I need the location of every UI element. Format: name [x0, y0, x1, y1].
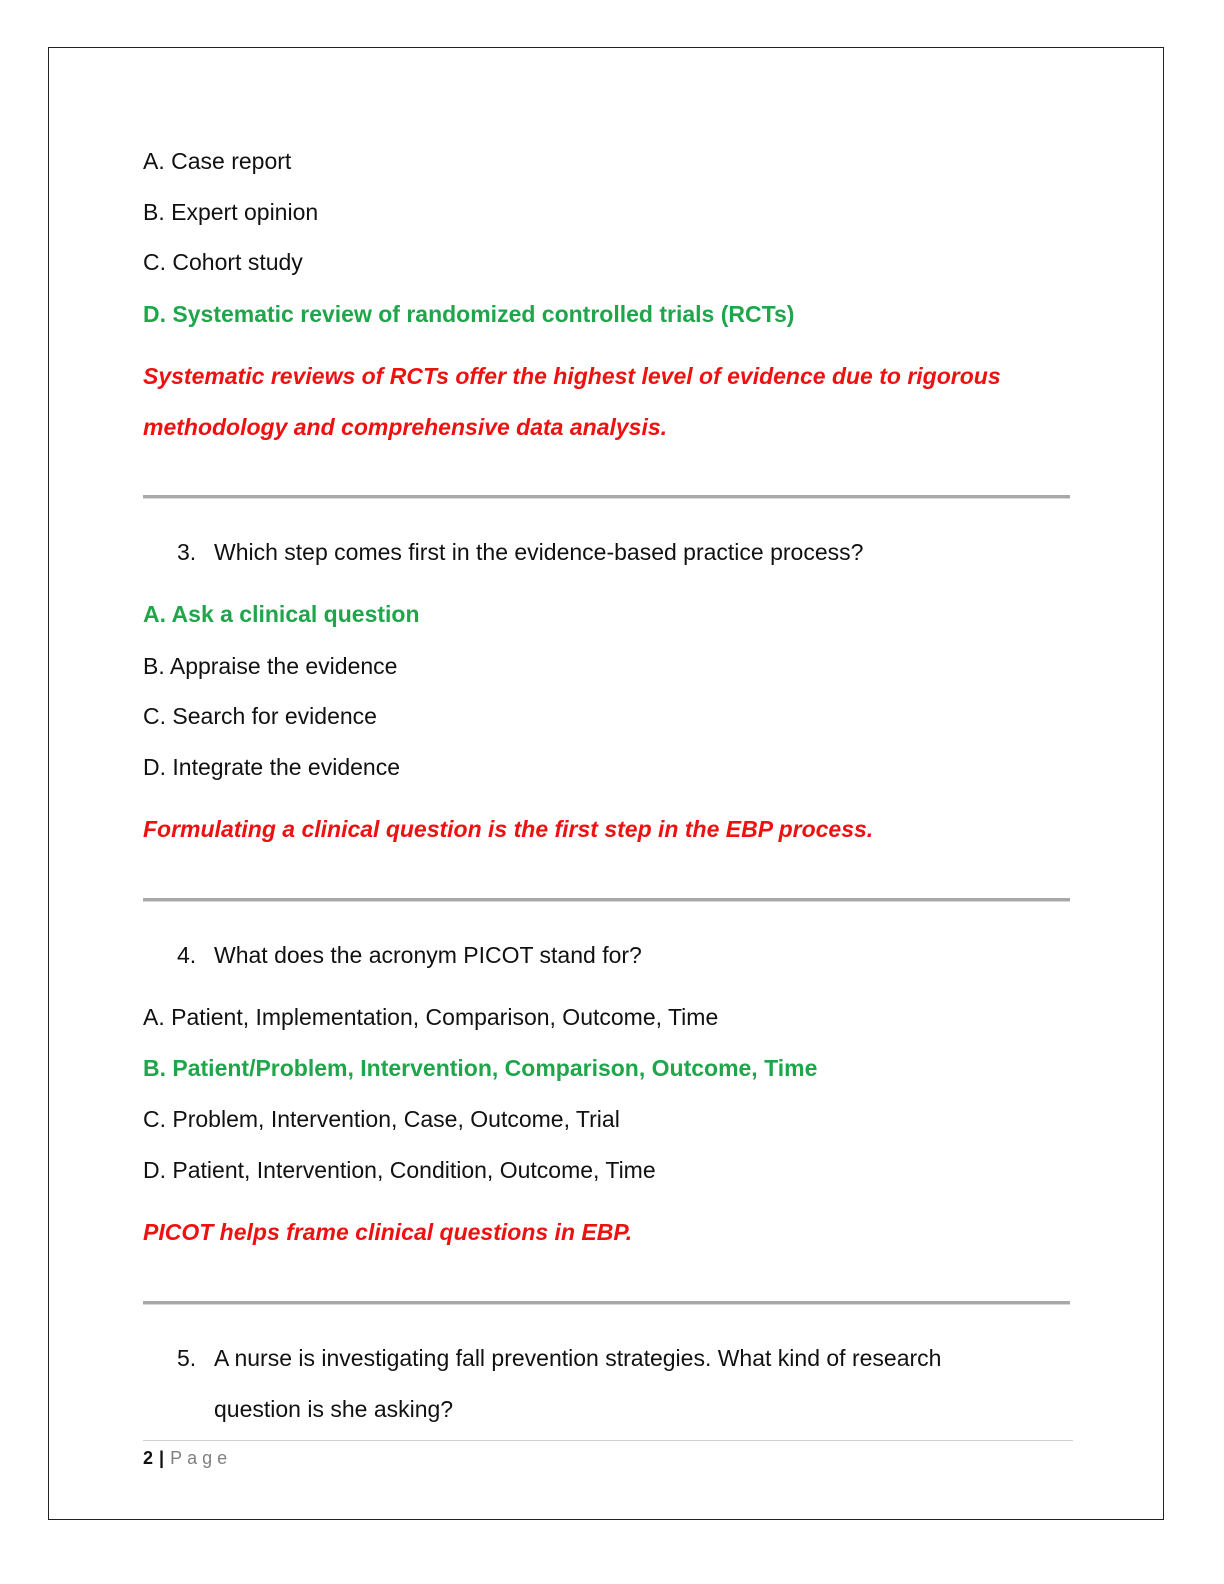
divider	[143, 898, 1070, 902]
q3-option-c: C. Search for evidence	[143, 703, 377, 729]
q2-option-c: C. Cohort study	[143, 249, 303, 275]
q2-correct-answer: D. Systematic review of randomized controlled trials (RCTs)	[143, 301, 795, 327]
q5-number: 5.	[177, 1345, 197, 1371]
divider	[143, 1301, 1070, 1305]
divider	[143, 495, 1070, 499]
q2-option-b: B. Expert opinion	[143, 199, 319, 225]
q4-number: 4.	[177, 942, 197, 968]
q3-option-b: B. Appraise the evidence	[143, 653, 398, 679]
q3-explanation: Formulating a clinical question is the first step in the EBP process.	[143, 816, 874, 842]
q4-explanation: PICOT helps frame clinical questions in EBP.	[143, 1219, 633, 1245]
q4-option-a: A. Patient, Implementation, Comparison, Outcome, Time	[143, 1004, 719, 1030]
page-footer	[143, 1446, 232, 1470]
q3-option-d: D. Integrate the evidence	[143, 754, 400, 780]
q5-question-line-1: A nurse is investigating fall prevention strategies. What kind of research	[214, 1345, 942, 1371]
q3-question: Which step comes first in the evidence-based practice process?	[214, 539, 864, 565]
q2-explanation-line-2: methodology and comprehensive data analysis.	[143, 414, 668, 440]
page-label: Page	[170, 1448, 233, 1468]
q5-question-line-2: question is she asking?	[214, 1396, 454, 1422]
q2-option-a: A. Case report	[143, 148, 292, 174]
q3-correct-answer: A. Ask a clinical question	[143, 601, 420, 627]
footer-divider	[143, 1440, 1073, 1441]
q4-option-d: D. Patient, Intervention, Condition, Outcome, Time	[143, 1157, 656, 1183]
q2-explanation-line-1: Systematic reviews of RCTs offer the highest level of evidence due to rigorous	[143, 363, 1001, 389]
q4-correct-answer: B. Patient/Problem, Intervention, Comparison, Outcome, Time	[143, 1055, 818, 1081]
q4-question: What does the acronym PICOT stand for?	[214, 942, 642, 968]
q3-number: 3.	[177, 539, 197, 565]
footer-separator: |	[159, 1448, 165, 1468]
q4-option-c: C. Problem, Intervention, Case, Outcome, Trial	[143, 1106, 620, 1132]
page-number: 2	[143, 1448, 154, 1468]
